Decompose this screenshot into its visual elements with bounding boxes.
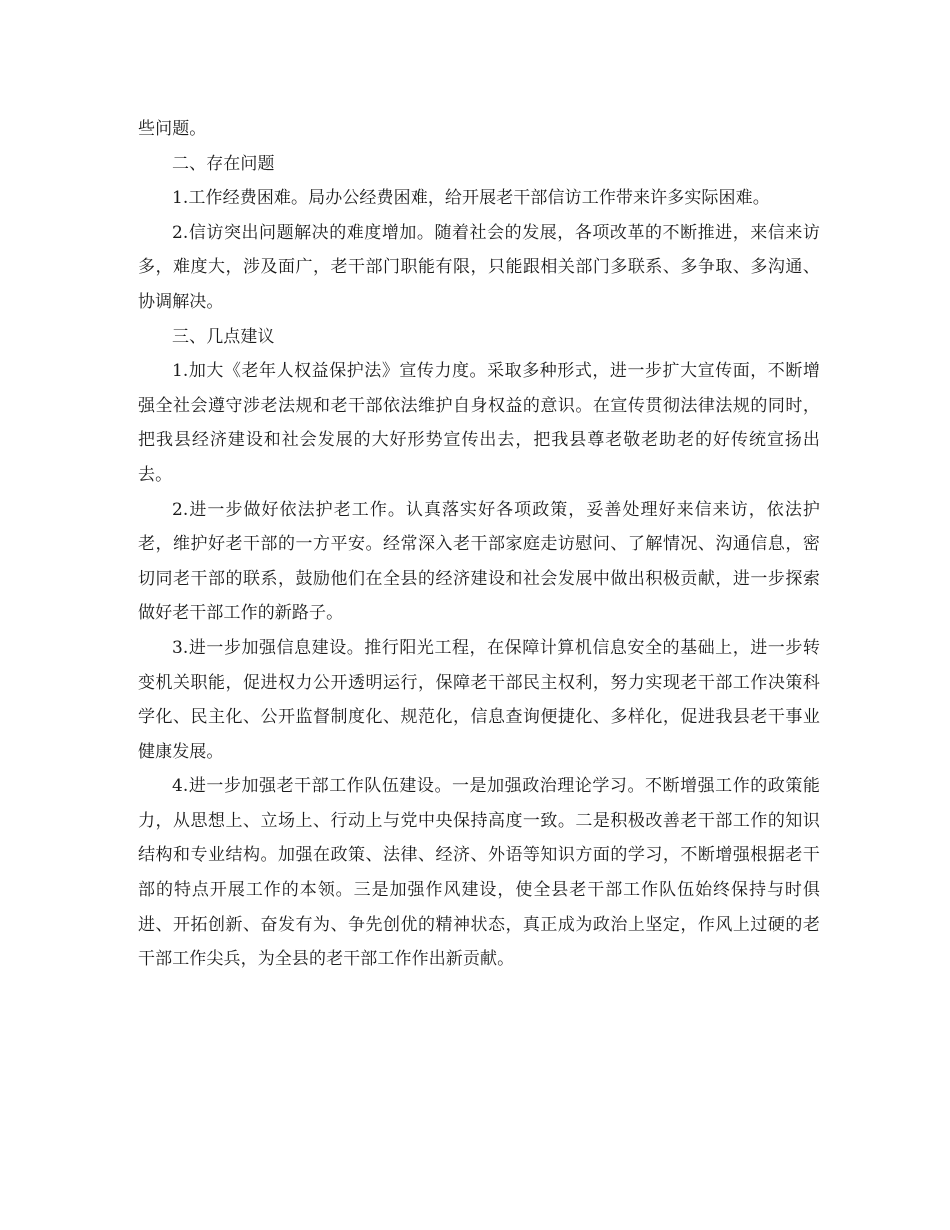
paragraph-suggestion-4: 4.进一步加强老干部工作队伍建设。一是加强政治理论学习。不断增强工作的政策能力，从思想上、立场上、行动上与党中央保持高度一致。二是积极改善老干部工作的知识结构和专业结构。加强在政策、法律、经济、外语等知识方面的学习，不断增强根据老干部的特点开展工作的本领。三是加强作风建设，使全县老干部工作队伍始终保持与时俱进、开拓创新、奋发有为、争先创优的精神状态，真正成为政治上坚定，作风上过硬的老干部工作尖兵，为全县的老干部工作作出新贡献。 <box>138 776 820 970</box>
section-heading-problems: 二、存在问题 <box>172 153 275 174</box>
paragraph-suggestion-3: 3.进一步加强信息建设。推行阳光工程，在保障计算机信息安全的基础上，进一步转变机关职能，促进权力公开透明运行，保障老干部民主权利，努力实现老干部工作决策科学化、民主化、公开监督制度化、规范化，信息查询便捷化、多样化，促进我县老干事业健康发展。 <box>138 637 820 762</box>
paragraph-suggestion-2: 2.进一步做好依法护老工作。认真落实好各项政策，妥善处理好来信来访，依法护老，维护好老干部的一方平安。经常深入老干部家庭走访慰问、了解情况、沟通信息，密切同老干部的联系，鼓励他们在全县的经济建设和社会发展中做出积极贡献，进一步探索做好老干部工作的新路子。 <box>138 499 820 624</box>
paragraph-continuation: 些问题。 <box>138 119 207 139</box>
section-heading-suggestions: 三、几点建议 <box>172 326 275 347</box>
paragraph-problem-2: 2.信访突出问题解决的难度增加。随着社会的发展，各项改革的不断推进，来信来访多，难度大，涉及面广，老干部门职能有限，只能跟相关部门多联系、多争取、多沟通、协调解决。 <box>138 222 820 312</box>
paragraph-suggestion-1: 1.加大《老年人权益保护法》宣传力度。采取多种形式，进一步扩大宣传面，不断增强全社会遵守涉老法规和老干部依法维护自身权益的意识。在宣传贯彻法律法规的同时，把我县经济建设和社会发展的大好形势宣传出去，把我县尊老敬老助老的好传统宣扬出去。 <box>138 361 820 485</box>
paragraph-problem-1: 1.工作经费困难。局办公经费困难，给开展老干部信访工作带来许多实际困难。 <box>172 188 770 209</box>
document-body <box>138 112 820 977</box>
